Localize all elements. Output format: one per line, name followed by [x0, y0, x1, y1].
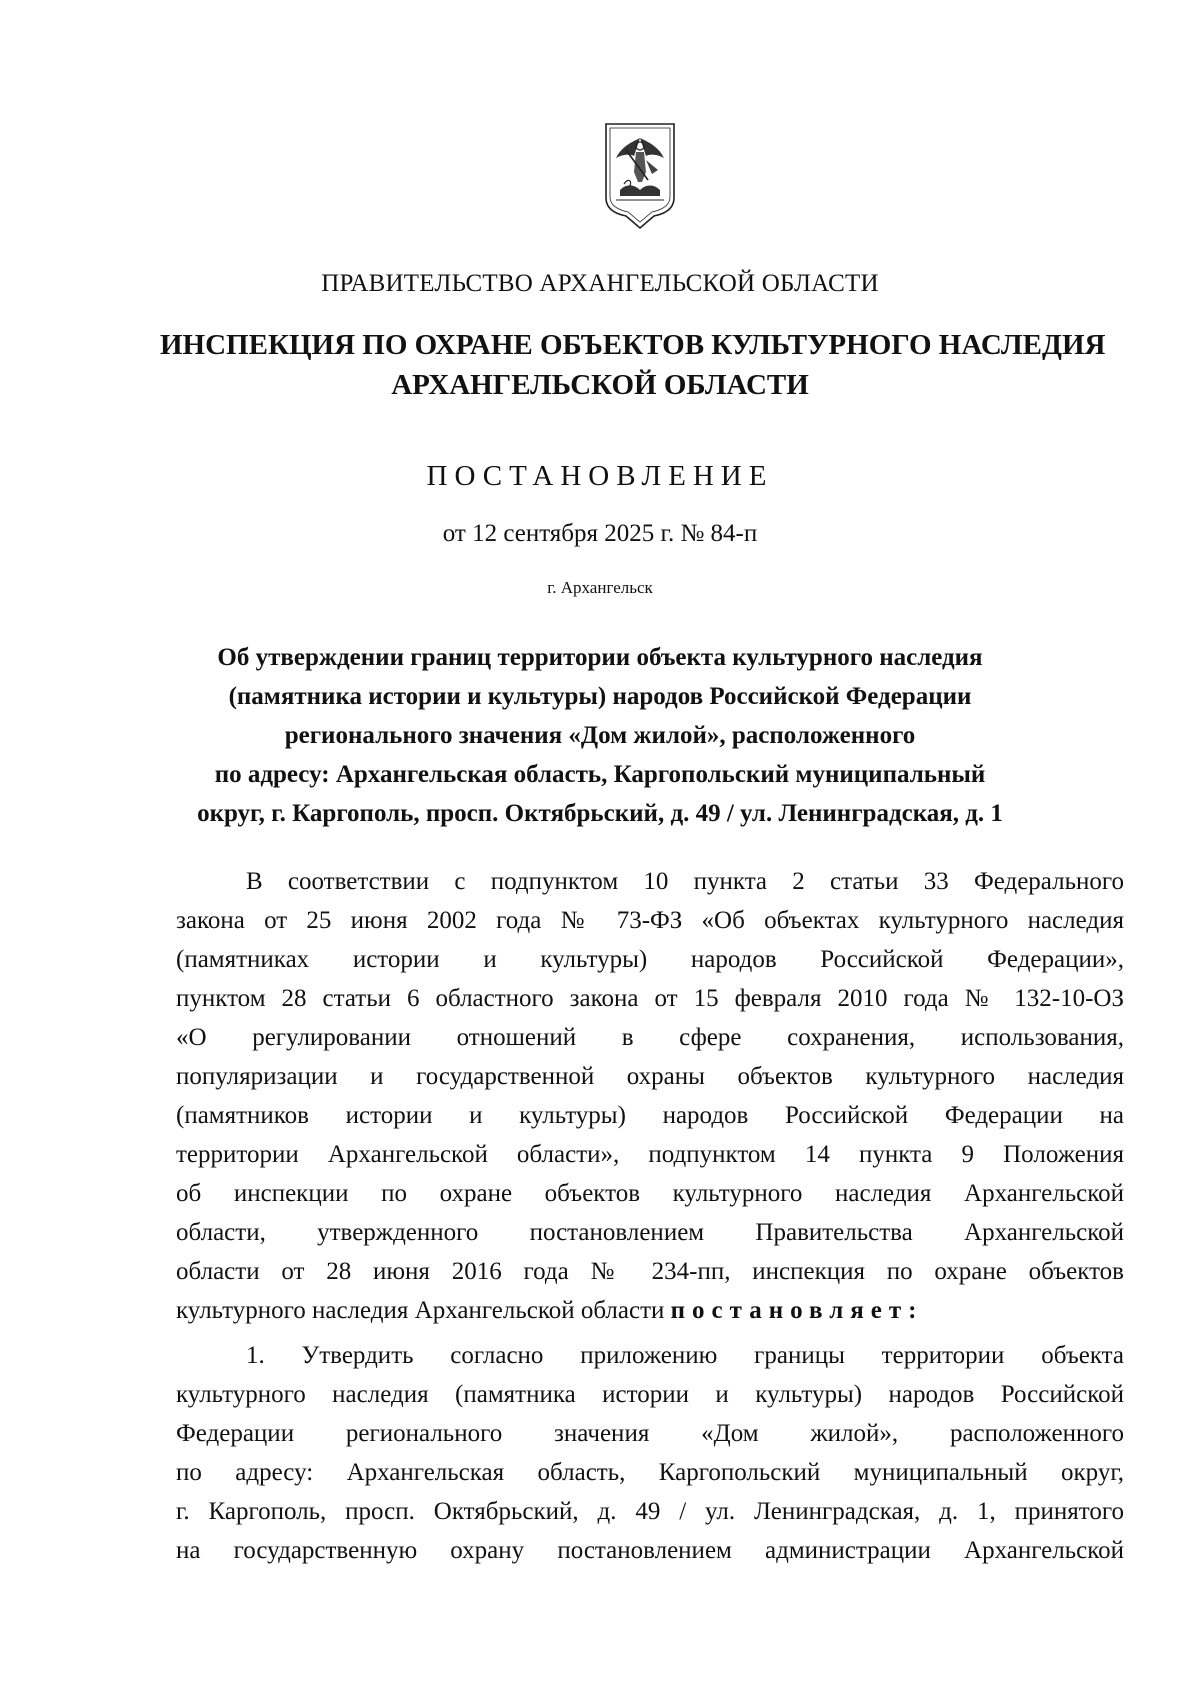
resolves-word: постановляет: [670, 1297, 924, 1324]
title-line: округ, г. Каргополь, просп. Октябрьский, д. 49 / ул. Ленинградская, д. 1 [197, 800, 1003, 827]
preamble-paragraph [176, 862, 1124, 1330]
government-name: ПРАВИТЕЛЬСТВО АРХАНГЕЛЬСКОЙ ОБЛАСТИ [321, 270, 879, 297]
document-date-number: от 12 сентября 2025 г. № 84-п [442, 520, 758, 547]
inspection-name [160, 325, 1106, 405]
paragraph-line: пунктом 28 статьи 6 областного закона от 15 февраля 2010 года № 132-10-ОЗ [176, 985, 1124, 1012]
paragraph-line: закона от 25 июня 2002 года № 73-ФЗ «Об объектах культурного наследия [176, 907, 1124, 934]
paragraph-line: «О регулировании отношений в сфере сохранения, использования, [176, 1024, 1124, 1051]
title-line: Об утверждении границ территории объекта культурного наследия [217, 644, 983, 671]
document-title [150, 638, 1050, 833]
paragraph-line: г. Каргополь, просп. Октябрьский, д. 49 / ул. Ленинградская, д. 1, принятого [176, 1498, 1124, 1525]
document-city: г. Архангельск [547, 578, 653, 597]
paragraph-line: области, утвержденного постановлением Правительства Архангельской [176, 1219, 1124, 1246]
inspection-name-line: АРХАНГЕЛЬСКОЙ ОБЛАСТИ [391, 369, 809, 401]
paragraph-line: территории Архангельской области», подпунктом 14 пункта 9 Положения [176, 1141, 1124, 1168]
resolution-item-1 [176, 1336, 1124, 1570]
title-line: (памятника истории и культуры) народов Российской Федерации [228, 683, 972, 710]
paragraph-line: (памятников истории и культуры) народов Российской Федерации на [176, 1102, 1124, 1129]
title-line: регионального значения «Дом жилой», расположенного [284, 722, 916, 749]
paragraph-line: (памятниках истории и культуры) народов Российской Федерации», [176, 946, 1124, 973]
paragraph-line: В соответствии с подпунктом 10 пункта 2 статьи 33 Федерального [246, 868, 1124, 895]
paragraph-line: об инспекции по охране объектов культурного наследия Архангельской [176, 1180, 1124, 1207]
title-line: по адресу: Архангельская область, Каргопольский муниципальный [214, 761, 986, 788]
paragraph-line: культурного наследия (памятника истории и культуры) народов Российской [176, 1381, 1124, 1408]
inspection-name-line: ИНСПЕКЦИЯ ПО ОХРАНЕ ОБЪЕКТОВ КУЛЬТУРНОГО НАСЛЕДИЯ [160, 329, 1106, 361]
paragraph-line: популяризации и государственной охраны объектов культурного наследия [176, 1063, 1124, 1090]
paragraph-last-line [176, 1291, 1124, 1330]
paragraph-line-text: культурного наследия Архангельской области [176, 1297, 665, 1324]
coat-of-arms-icon [602, 120, 678, 230]
document-type: ПОСТАНОВЛЕНИЕ [426, 460, 774, 492]
paragraph-line: 1. Утвердить согласно приложению границы территории объекта [246, 1342, 1124, 1369]
paragraph-line: Федерации регионального значения «Дом жилой», расположенного [176, 1420, 1124, 1447]
paragraph-line: области от 28 июня 2016 года № 234-пп, инспекция по охране объектов [176, 1258, 1124, 1285]
paragraph-line: на государственную охрану постановлением администрации Архангельской [176, 1537, 1124, 1564]
paragraph-line: по адресу: Архангельская область, Каргопольский муниципальный округ, [176, 1459, 1124, 1486]
